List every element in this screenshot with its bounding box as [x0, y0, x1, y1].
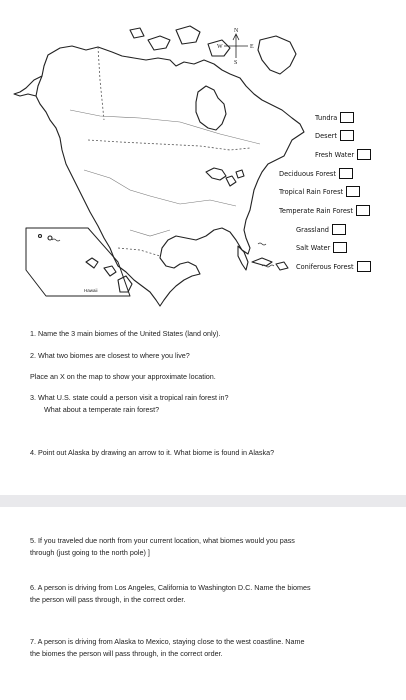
continent-outline — [36, 46, 304, 306]
legend-desert-checkbox[interactable] — [340, 130, 354, 141]
legend-salt-water-checkbox[interactable] — [333, 242, 347, 253]
legend-grassland — [296, 224, 346, 235]
compass-rose — [224, 34, 248, 58]
legend-salt-water — [296, 242, 347, 253]
us-canada-border — [88, 140, 250, 150]
question-3-followup: What about a temperate rain forest? — [44, 405, 160, 414]
question-6-line-2: the person will pass through, in the correct order. — [30, 595, 186, 604]
question-4: 4. Point out Alaska by drawing an arrow to it. What biome is found in Alaska? — [30, 448, 275, 457]
legend-tundra-checkbox[interactable] — [340, 112, 354, 123]
question-7-line-1: 7. A person is driving from Alaska to Mexico, staying close to the west coastline. Name — [30, 637, 305, 646]
legend-tropical-rain-forest — [279, 186, 360, 197]
hawaii-inset-box — [26, 228, 130, 296]
hudson-bay — [196, 86, 226, 130]
compass-north-label: N — [234, 28, 239, 34]
legend-deciduous-forest-checkbox[interactable] — [339, 168, 353, 179]
legend-deciduous-forest-label: Deciduous Forest — [279, 169, 336, 178]
compass-south-label: S — [234, 60, 238, 66]
legend-coniferous-forest — [296, 261, 371, 272]
legend-desert — [315, 130, 354, 141]
legend-deciduous-forest — [279, 168, 353, 179]
us-mexico-border — [118, 248, 160, 256]
north-america-map — [0, 0, 406, 320]
legend-temperate-rain-forest-label: Temperate Rain Forest — [279, 206, 353, 215]
worksheet-page-2 — [0, 507, 406, 700]
legend-coniferous-forest-checkbox[interactable] — [357, 261, 371, 272]
legend-salt-water-label: Salt Water — [296, 243, 331, 252]
question-6-line-1: 6. A person is driving from Los Angeles, California to Washington D.C. Name the biomes — [30, 583, 311, 592]
compass-east-label: E — [250, 44, 254, 50]
hawaii-label: Hawaii — [84, 288, 98, 293]
question-3: 3. What U.S. state could a person visit a tropical rain forest in? — [30, 393, 229, 402]
legend-grassland-label: Grassland — [296, 225, 329, 234]
question-1: 1. Name the 3 main biomes of the United States (land only). — [30, 329, 221, 338]
legend-coniferous-forest-label: Coniferous Forest — [296, 262, 354, 271]
legend-fresh-water — [315, 149, 371, 160]
legend-temperate-rain-forest — [279, 205, 370, 216]
question-2-instruction: Place an X on the map to show your approximate location. — [30, 372, 216, 381]
question-5-line-1: 5. If you traveled due north from your current location, what biomes would you pass — [30, 536, 295, 545]
legend-tropical-rain-forest-checkbox[interactable] — [346, 186, 360, 197]
legend-desert-label: Desert — [315, 131, 337, 140]
legend-fresh-water-checkbox[interactable] — [357, 149, 371, 160]
question-5-line-2: through (just going to the north pole) ] — [30, 548, 150, 557]
legend-tropical-rain-forest-label: Tropical Rain Forest — [279, 187, 344, 196]
legend-grassland-checkbox[interactable] — [332, 224, 346, 235]
legend-tundra-label: Tundra — [315, 113, 338, 122]
question-7-line-2: the biomes the person will pass through, in the correct order. — [30, 649, 223, 658]
question-2: 2. What two biomes are closest to where you live? — [30, 351, 190, 360]
legend-temperate-rain-forest-checkbox[interactable] — [356, 205, 370, 216]
alaska-border — [98, 47, 104, 120]
legend-tundra — [315, 112, 354, 123]
legend-fresh-water-label: Fresh Water — [315, 150, 355, 159]
compass-west-label: W — [217, 44, 223, 50]
great-lakes — [206, 168, 244, 186]
